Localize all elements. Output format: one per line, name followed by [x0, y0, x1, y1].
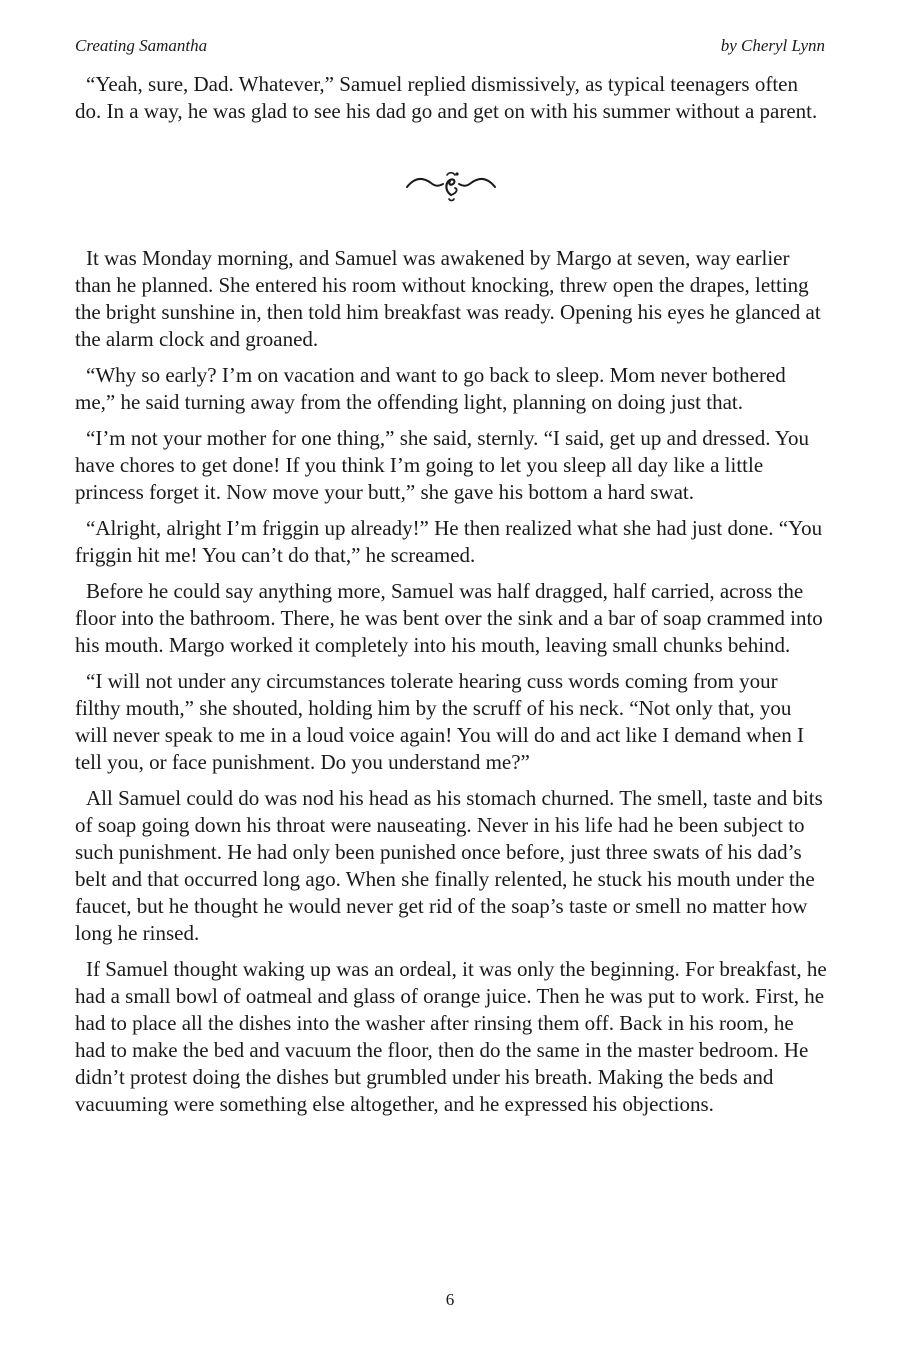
header-book-title: Creating Samantha: [75, 36, 208, 55]
paragraph: “Alright, alright I’m friggin up already!” He then realized what she had just done. “You friggin hit me! You can’t do that,” he screamed.: [75, 516, 823, 567]
paragraph: All Samuel could do was nod his head as his stomach churned. The smell, taste and bits of soap going down his throat were nauseating. Never in his life had he been subject to such punishment. He had only been punished once before, just three swats of his dad’s belt and that occurred long ago. When she finally relented, he stuck his mouth under the faucet, but he thought he would never get rid of the soap’s taste or smell no matter how long he rinsed.: [75, 786, 823, 945]
body-text: [75, 71, 827, 1127]
page-number: 6: [445, 1290, 455, 1309]
paragraph: “Why so early? I’m on vacation and want to go back to sleep. Mom never bothered me,” he said turning away from the offending light, planning on doing just that.: [75, 363, 786, 414]
paragraph: Before he could say anything more, Samuel was half dragged, half carried, across the floor into the bathroom. There, he was bent over the sink and a bar of soap crammed into his mouth. Margo worked it completely into his mouth, leaving small chunks behind.: [75, 579, 823, 657]
header-author: by Cheryl Lynn: [720, 36, 825, 55]
flourish-ornament-icon: [403, 167, 499, 203]
paragraph: It was Monday morning, and Samuel was awakened by Margo at seven, way earlier than he planned. She entered his room without knocking, threw open the drapes, letting the bright sunshine in, then told him breakfast was ready. Opening his eyes he glanced at the alarm clock and groaned.: [75, 246, 821, 351]
paragraph: “I’m not your mother for one thing,” she said, sternly. “I said, get up and dressed. You have chores to get done! If you think I’m going to let you sleep all day like a little princess forget it. Now move your butt,” she gave his bottom a hard swat.: [75, 426, 809, 504]
running-header: [75, 36, 825, 56]
scene-break: [75, 125, 827, 245]
paragraph: If Samuel thought waking up was an ordeal, it was only the beginning. For breakfast, he had a small bowl of oatmeal and glass of orange juice. Then he was put to work. First, he had to place all the dishes into the washer after rinsing them off. Back in his room, he had to make the bed and vacuum the floor, then do the same in the master bedroom. He didn’t protest doing the dishes but grumbled under his breath. Making the beds and vacuuming were something else altogether, and he expressed his objections.: [75, 957, 827, 1116]
paragraph: “Yeah, sure, Dad. Whatever,” Samuel replied dismissively, as typical teenagers often do. In a way, he was glad to see his dad go and get on with his summer without a parent.: [75, 72, 818, 123]
paragraph: “I will not under any circumstances tolerate hearing cuss words coming from your filthy mouth,” she shouted, holding him by the scruff of his neck. “Not only that, you will never speak to me in a loud voice again! You will do and act like I demand when I tell you, or face punishment. Do you understand me?”: [75, 669, 804, 774]
